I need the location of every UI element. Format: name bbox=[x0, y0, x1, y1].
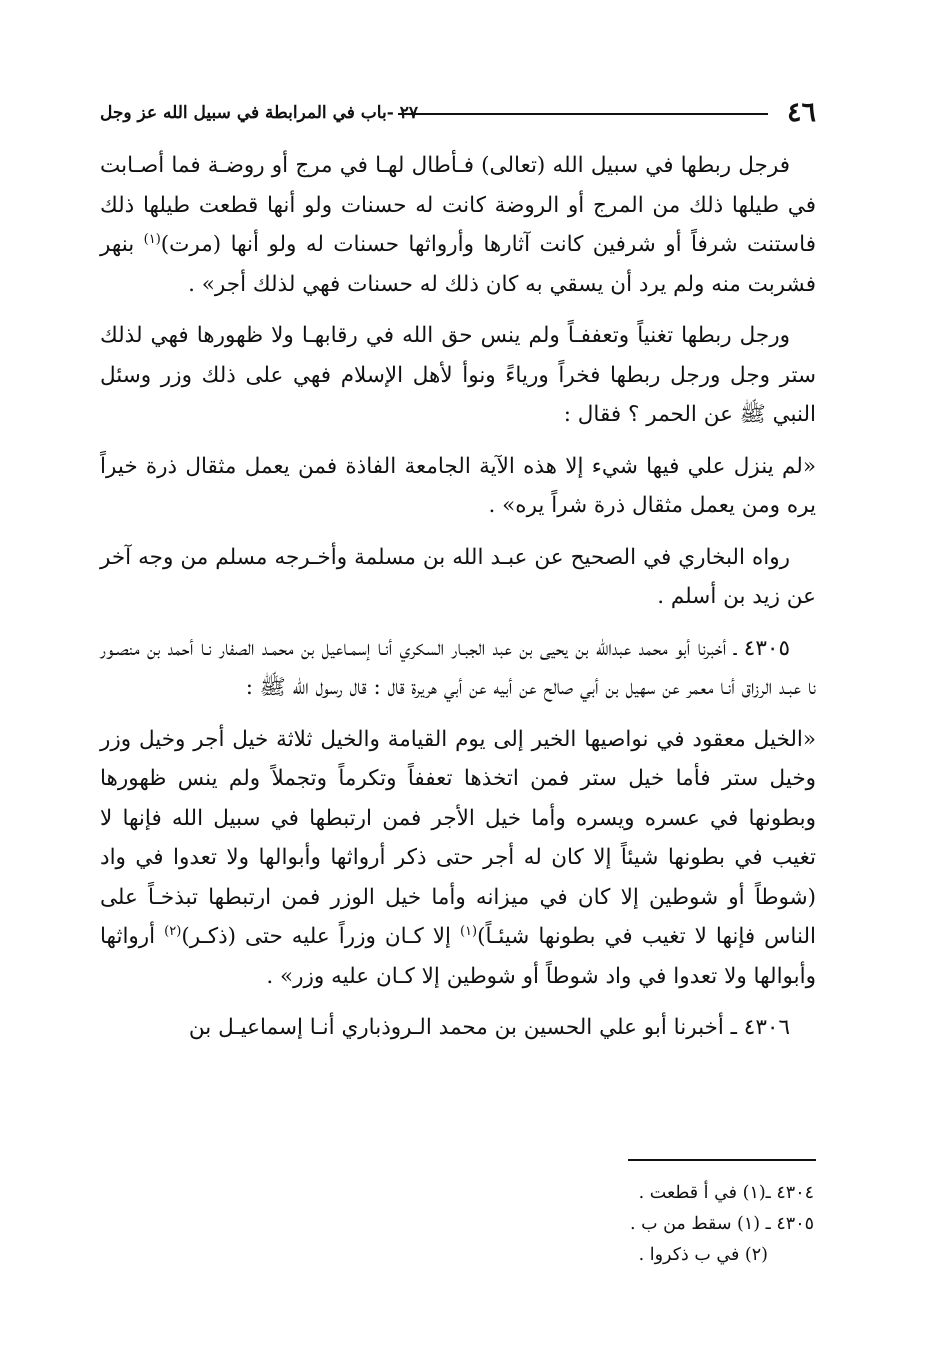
hadith-4306-chain: ٤٣٠٦ ـ أخبرنا أبو علي الحسين بن محمد الـروذباري أنـا إسماعيـل بن bbox=[188, 1015, 790, 1040]
header-rule bbox=[398, 113, 768, 115]
page-header bbox=[100, 96, 816, 132]
hadith-4305-chain: ٤٣٠٥ ـ أخبرنا أبو محمد عبدالله بن يحيى بن عبد الجبـار السكري أنـا إسمـاعيل بن محمـد الصفار نـا أحمد بن منصـور نا عبـد الرزاق أنـا معمر عن سهيل بن أبي صالح عن أبيه عن أبي هريرة قال : قال رسول الله ﷺ : bbox=[100, 635, 816, 700]
page-number: ٤٦ bbox=[786, 97, 816, 128]
paragraph-1: فرجل ربطها في سبيل الله (تعالى) فـأطال لهـا في مرج أو روضـة فما أصـابت في طيلها ذلك من المرج أو الروضة كانت له حسنات ولو أنها قطعت طيلها ذلك فاستنت شرفاً أو شرفين كانت آثارها وأرواثها حسنات له ولو أنها (مرت)$^{(١)}$ بنهر فشربت منه ولم يرد أن يسقي به كان ذلك له حسنات فهي لذلك أجر» . bbox=[100, 153, 816, 297]
footnote-rule bbox=[628, 1159, 816, 1161]
footnote-1: ٤٣٠٤ ـ(١) في أ قطعت . bbox=[638, 1183, 814, 1203]
footnote-ref-1: (١) bbox=[143, 231, 161, 247]
quote-hadith-2: «الخيل معقود في نواصيها الخير إلى يوم القيامة والخيل ثلاثة خيل أجر وخيل وزر وخيل ستر فأما خيل ستر فمن اتخذها تعففاً وتكرماً وتجملاً ولم ينس ظهورها وبطونها في عسره ويسره وأما خيل الأجر فمن ارتبطها في سبيل الله فإنها لا تغيب في بطونها شيئاً إلا كان له أجر حتى ذكر أرواثها وأبوالها ولا تعدوا في واد (شوطاً أو شوطين إلا كان في ميزانه وأما خيل الوزر فمن ارتبطها تبذخـاً على الناس فإنها لا تغيب في بطونها شيئـاً)$^{(١)}$ إلا كـان وزراً عليه حتى (ذكـر)$^{(٢)}$ أرواثها وأبوالها ولا تعدوا في واد شوطاً أو شوطين إلا كـان عليه وزر» . bbox=[100, 726, 816, 989]
paragraph-narration: رواه البخاري في الصحيح عن عبـد الله بن مسلمة وأخـرجه مسلم من وجه آخر عن زيد بن أسلم . bbox=[100, 544, 816, 609]
footnote-ref-2: (٢) bbox=[164, 923, 182, 939]
footnote-3: (٢) في ب ذكروا . bbox=[638, 1245, 768, 1265]
body-text bbox=[100, 146, 816, 1048]
running-head: ٢٧ -باب في المرابطة في سبيل الله عز وجل bbox=[100, 103, 418, 123]
paragraph-2: ورجل ربطها تغنياً وتعففـاً ولم ينس حق الله في رقابهـا ولا ظهورها فهي لذلك ستر وجل ورجل ربطها فخراً ورياءً ونوأ لأهل الإسلام فهي على ذلك وزر وسئل النبي ﷺ عن الحمر ؟ فقال : bbox=[100, 323, 816, 427]
footnote-ref-1b: (١) bbox=[459, 923, 478, 939]
footnote-2: ٤٣٠٥ ـ (١) سقط من ب . bbox=[629, 1214, 814, 1234]
footnotes bbox=[300, 1178, 814, 1271]
quote-hadith-1: «لم ينزل علي فيها شيء إلا هذه الآية الجامعة الفاذة فمن يعمل مثقال ذرة خيراً يره ومن يعمل مثقال ذرة شراً يره» . bbox=[100, 453, 816, 518]
